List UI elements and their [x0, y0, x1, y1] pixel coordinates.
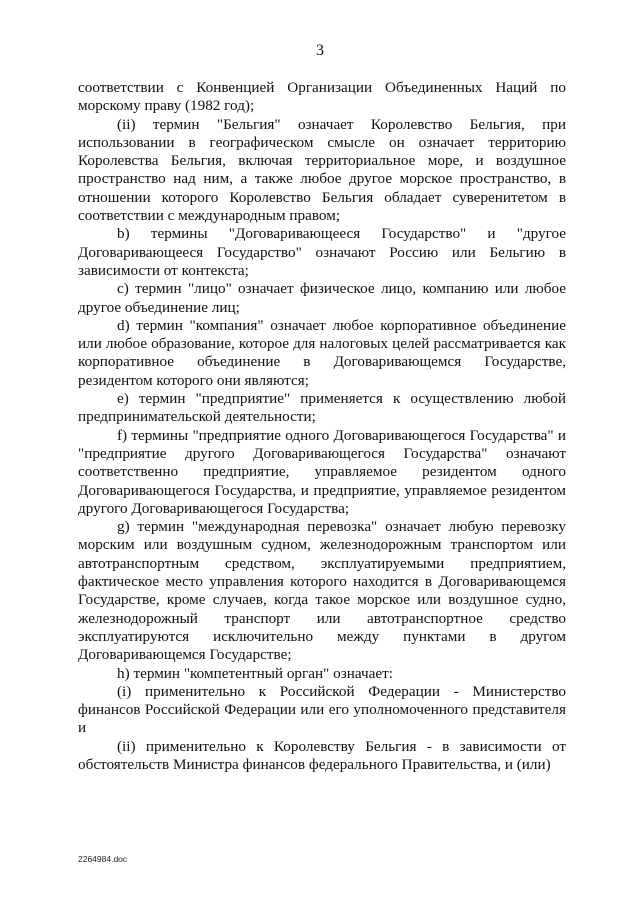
page-number: 3: [316, 42, 324, 59]
paragraph-enterprise: e) термин "предприятие" применяется к осуществлению любой предпринимательской деятельности;: [78, 390, 566, 426]
paragraph-competent-authority-belgium: (ii) применительно к Королевству Бельгия - в зависимости от обстоятельств Министра финансов федерального Правительства, и (или): [78, 737, 566, 773]
paragraph-convention-continuation: соответствии с Конвенцией Организации Объединенных Наций по морскому праву (1982 год);: [78, 79, 566, 115]
paragraph-international-traffic: g) термин "международная перевозка" означает любую перевозку морским или воздушным судном, железнодорожным транспортом или автотранспортным средством, эксплуатируемыми предприятием, фактическое место управления которого находится в Договаривающемся Государстве, кроме случаев, когда такое морское или воздушное судно, железнодорожный транспорт или автотранспортное средство эксплуатируются исключительно между пунктами в другом Договаривающемся Государстве;: [78, 518, 566, 664]
paragraph-person: c) термин "лицо" означает физическое лицо, компанию или любое другое объединение лиц;: [78, 280, 566, 316]
paragraph-company: d) термин "компания" означает любое корпоративное объединение или любое образование, которое для налоговых целей рассматривается как корпоративное объединение в Договаривающемся Государстве, резидентом которого они являются;: [78, 316, 566, 389]
footer-file-code: 2264984.doc: [78, 854, 128, 864]
document-body: [78, 79, 566, 774]
paragraph-competent-authority: h) термин "компетентный орган" означает:: [117, 664, 393, 682]
paragraph-competent-authority-russia: (i) применительно к Российской Федерации - Министерство финансов Российской Федерации или его уполномоченного представителя и: [78, 682, 566, 737]
paragraph-contracting-state: b) термины "Договаривающееся Государство" и "другое Договаривающееся Государство" означают Россию или Бельгию в зависимости от контекста;: [78, 225, 566, 279]
paragraph-enterprise-of-state: f) термины "предприятие одного Договаривающегося Государства" и "предприятие другого Договаривающегося Государства" означают соответственно предприятие, управляемое резидентом одного Договаривающегося Государства, и предприятие, управляемое резидентом другого Договаривающегося Государства;: [78, 426, 566, 517]
paragraph-belgium-definition: (ii) термин "Бельгия" означает Королевство Бельгия, при использовании в географическом смысле он означает территорию Королевства Бельгия, включая территориальное море, и воздушное пространство над ним, а также любое другое морское пространство, в отношении которого Королевство Бельгия обладает суверенитетом в соответствии с международным правом;: [78, 115, 566, 225]
